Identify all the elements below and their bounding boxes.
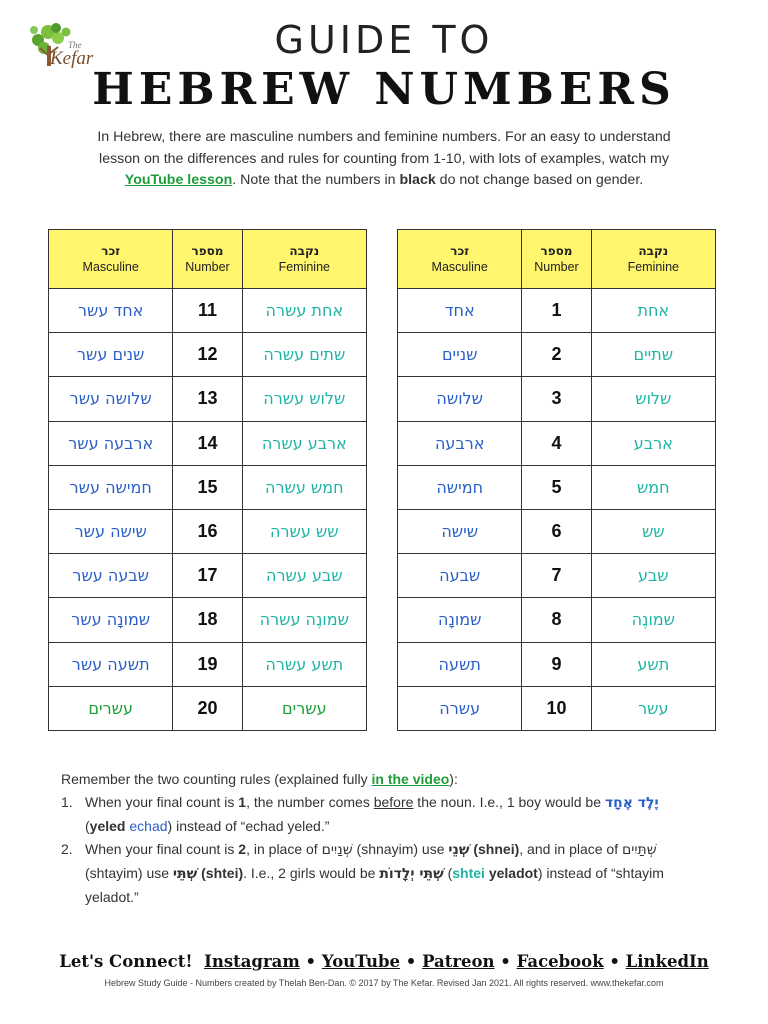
intro-bold-black: black [399, 172, 436, 188]
number-cell: 16 [173, 509, 242, 553]
number-cell: 17 [173, 554, 242, 598]
feminine-cell: אחת [591, 289, 715, 333]
table-row [49, 333, 367, 377]
number-cell: 19 [173, 642, 242, 686]
feminine-cell: חמש [591, 465, 715, 509]
feminine-cell: שבע [591, 554, 715, 598]
patreon-link[interactable]: Patreon [422, 952, 495, 971]
number-header: מספר Number [522, 230, 591, 289]
masculine-cell: תשעה [398, 642, 522, 686]
separator: • [299, 952, 322, 971]
feminine-cell: שש [591, 509, 715, 553]
masculine-cell: שבעה [398, 554, 522, 598]
feminine-cell: ארבע עשרה [242, 421, 366, 465]
number-cell: 7 [522, 554, 591, 598]
table-row [49, 642, 367, 686]
hebrew-yeled-echad: יֶלֶד אֶחָד [604, 795, 659, 811]
intro-text: In Hebrew, there are masculine numbers and feminine numbers. For an easy to understand lesson on the differences and rules for counting from 1-10, with lots of examples, watch my [97, 129, 671, 167]
masculine-cell: שישה עשר [49, 509, 173, 553]
masculine-cell: חמישה עשר [49, 465, 173, 509]
intro-paragraph [84, 127, 684, 192]
instagram-link[interactable]: Instagram [204, 952, 300, 971]
number-cell: 4 [522, 421, 591, 465]
masculine-cell: שנים עשר [49, 333, 173, 377]
logo-wordmark: Kefar [50, 48, 94, 69]
title-line1: GUIDE TO [274, 18, 494, 62]
number-cell: 13 [173, 377, 242, 421]
table-row [398, 465, 716, 509]
masculine-cell: שניים [398, 333, 522, 377]
masculine-cell: שמונָה [398, 598, 522, 642]
feminine-cell: שתים עשרה [242, 333, 366, 377]
table-row [398, 554, 716, 598]
feminine-cell: תשע [591, 642, 715, 686]
number-cell: 3 [522, 377, 591, 421]
table-row [49, 289, 367, 333]
rule-number: 1. [61, 794, 73, 810]
table-header-row [49, 230, 367, 289]
table-row [398, 289, 716, 333]
table-row [398, 333, 716, 377]
numbers-table-1-10 [397, 229, 716, 731]
number-cell: 20 [173, 686, 242, 730]
feminine-cell: ארבע [591, 421, 715, 465]
number-cell: 10 [522, 686, 591, 730]
youtube-lesson-link[interactable]: YouTube lesson [124, 172, 233, 188]
feminine-header: נקבה Feminine [591, 230, 715, 289]
feminine-cell: שלוש [591, 377, 715, 421]
table-row [398, 421, 716, 465]
feminine-cell: שמונֶה [591, 598, 715, 642]
table-row [49, 598, 367, 642]
feminine-cell: שמונֶה עשרה [242, 598, 366, 642]
number-cell: 2 [522, 333, 591, 377]
masculine-cell: אחד [398, 289, 522, 333]
separator: • [400, 952, 423, 971]
table-row [398, 377, 716, 421]
table-row [49, 377, 367, 421]
table-row [49, 554, 367, 598]
number-header: מספר Number [173, 230, 242, 289]
feminine-cell: אחת עשרה [242, 289, 366, 333]
feminine-cell: שתיים [591, 333, 715, 377]
number-cell: 18 [173, 598, 242, 642]
table-row [398, 598, 716, 642]
rule-number: 2. [61, 841, 73, 857]
masculine-cell: ארבעה [398, 421, 522, 465]
masculine-cell: שישה [398, 509, 522, 553]
feminine-cell: עשר [591, 686, 715, 730]
number-cell: 12 [173, 333, 242, 377]
facebook-link[interactable]: Facebook [516, 952, 604, 971]
number-cell: 15 [173, 465, 242, 509]
masculine-cell: שלושה עשר [49, 377, 173, 421]
linkedin-link[interactable]: LinkedIn [625, 952, 709, 971]
counting-rules [61, 768, 701, 909]
table-row [398, 686, 716, 730]
masculine-cell: ארבעה עשר [49, 421, 173, 465]
feminine-cell: שבע עשרה [242, 554, 366, 598]
rule-1: 1. When your final count is 1, the number comes before the noun. I.e., 1 boy would be יֶלֶד אֶחָד (yeled echad) instead of “echad yeled.” [61, 791, 701, 838]
masculine-cell: עשרה [398, 686, 522, 730]
table-row [49, 509, 367, 553]
feminine-cell: שש עשרה [242, 509, 366, 553]
masculine-cell: תשעה עשר [49, 642, 173, 686]
feminine-cell: חמש עשרה [242, 465, 366, 509]
table-row [49, 686, 367, 730]
logo-the-text: The [68, 40, 82, 50]
number-cell: 11 [173, 289, 242, 333]
rule-2: 2. When your final count is 2, in place of שְׁנַיִים (shnayim) use שְׁנֵי (shnei), and in place of שְׁתַּיִים (shtayim) use שְׁתֵּי (shtei). I.e., 2 girls would be שְׁתֵּי יְלָדוֹת (shtei yeladot) instead of “shtayim yeladot.” [61, 838, 701, 909]
in-the-video-link[interactable]: in the video [371, 771, 450, 787]
table-row [49, 465, 367, 509]
rules-intro: Remember the two counting rules (explained fully in the video): [61, 771, 458, 787]
youtube-link[interactable]: YouTube [321, 952, 401, 971]
connect-label: Let's Connect! [59, 952, 193, 971]
hebrew-shtei-yeladot: שְׁתֵּי יְלָדוֹת [379, 866, 444, 882]
masculine-header: זכר Masculine [398, 230, 522, 289]
number-cell: 9 [522, 642, 591, 686]
separator: • [603, 952, 626, 971]
feminine-cell: עשרים [242, 686, 366, 730]
masculine-header: זכר Masculine [49, 230, 173, 289]
number-cell: 5 [522, 465, 591, 509]
feminine-cell: תשע עשרה [242, 642, 366, 686]
title-line2: HEBREW NUMBERS [92, 64, 676, 115]
masculine-cell: שמונָה עשר [49, 598, 173, 642]
table-row [398, 509, 716, 553]
feminine-header: נקבה Feminine [242, 230, 366, 289]
number-cell: 1 [522, 289, 591, 333]
feminine-cell: שלוש עשרה [242, 377, 366, 421]
footer-copyright: Hebrew Study Guide - Numbers created by Thelah Ben-Dan. © 2017 by The Kefar. Revised Jan 2021. All rights reserved. www.thekefar.com [104, 978, 664, 988]
number-cell: 8 [522, 598, 591, 642]
masculine-cell: עשרים [49, 686, 173, 730]
number-cell: 14 [173, 421, 242, 465]
separator: • [494, 952, 517, 971]
masculine-cell: אחד עשר [49, 289, 173, 333]
masculine-cell: שבעה עשר [49, 554, 173, 598]
masculine-cell: שלושה [398, 377, 522, 421]
table-header-row [398, 230, 716, 289]
intro-text: . Note that the numbers in [232, 172, 400, 188]
masculine-cell: חמישה [398, 465, 522, 509]
table-row [49, 421, 367, 465]
connect-bar [0, 952, 768, 971]
number-cell: 6 [522, 509, 591, 553]
table-row [398, 642, 716, 686]
numbers-table-11-20 [48, 229, 367, 731]
intro-text: do not change based on gender. [435, 172, 644, 188]
